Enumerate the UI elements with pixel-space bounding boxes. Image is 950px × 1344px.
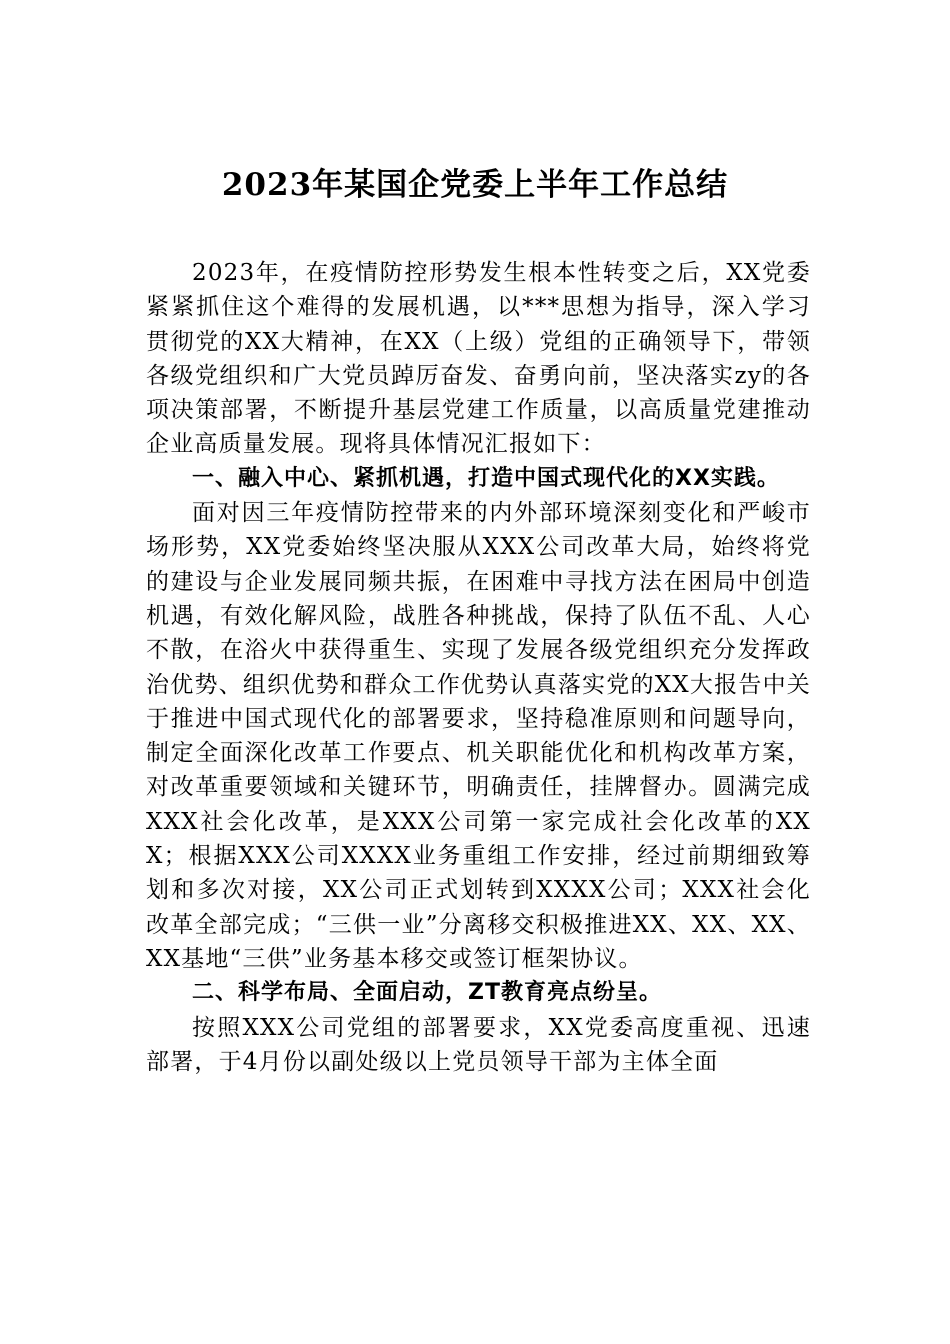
intro-paragraph: 2023年，在疫情防控形势发生根本性转变之后，XX党委紧紧抓住这个难得的发展机遇，以***思想为指导，深入学习贯彻党的XX大精神，在XX（上级）党组的正确领导下，带领各级党组织和广大党员踔厉奋发、奋勇向前，坚决落实zy的各项决策部署，不断提升基层党建工作质量，以高质量党建推动企业高质量发展。现将具体情况汇报如下：: [146, 260, 811, 458]
document-body: [146, 256, 811, 1079]
section-heading-2: 二、科学布局、全面启动，ZT教育亮点纷呈。: [192, 980, 662, 1006]
section-2-paragraph: 按照XXX公司党组的部署要求，XX党委高度重视、迅速部署，于4月份以副处级以上党员领导干部为主体全面: [146, 1014, 811, 1075]
section-1-paragraph: 面对因三年疫情防控带来的内外部环境深刻变化和严峻市场形势，XX党委始终坚决服从XXX公司改革大局，始终将党的建设与企业发展同频共振，在困难中寻找方法在困局中创造机遇，有效化解风险，战胜各种挑战，保持了队伍不乱、人心不散，在浴火中获得重生、实现了发展各级党组织充分发挥政治优势、组织优势和群众工作优势认真落实党的XX大报告中关于推进中国式现代化的部署要求，坚持稳准原则和问题导向，制定全面深化改革工作要点、机关职能优化和机构改革方案，对改革重要领域和关键环节，明确责任，挂牌督办。圆满完成XXX社会化改革，是XXX公司第一家完成社会化改革的XXX；根据XXX公司XXXX业务重组工作安排，经过前期细致筹划和多次对接，XX公司正式划转到XXXX公司；XXX社会化改革全部完成；“三供一业”分离移交积极推进XX、XX、XX、XX基地“三供”业务基本移交或签订框架协议。: [146, 500, 811, 972]
section-heading-1: 一、融入中心、紧抓机遇，打造中国式现代化的XX实践。: [192, 465, 780, 491]
document-title: 2023年某国企党委上半年工作总结: [221, 167, 729, 203]
